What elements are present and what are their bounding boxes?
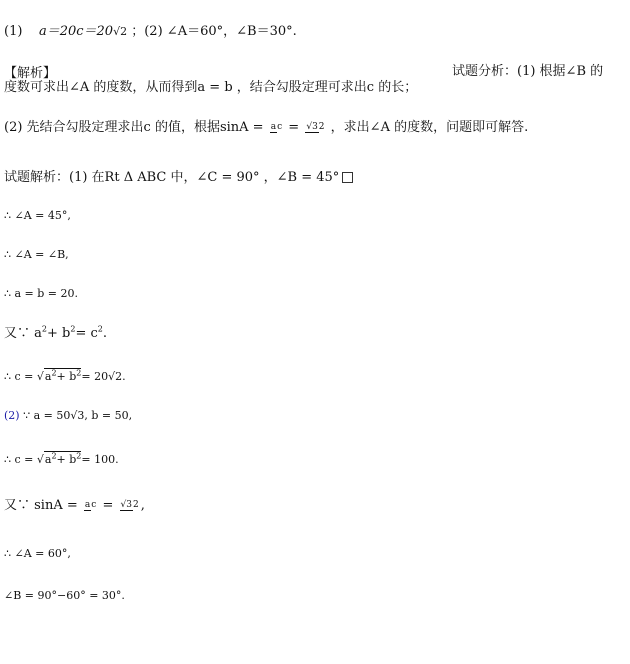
fraction-sqrt3-over-2: √32 [306, 121, 325, 132]
step-8-post: , [140, 498, 145, 513]
analysis-line2: 度数可求出∠A 的度数，从而得到a = b ，结合勾股定理可求出c 的长； [4, 80, 418, 95]
answer-comma: ， [223, 24, 237, 39]
step-8-fraction-a-over-c: ac [84, 499, 97, 510]
step-4-exp2: 2 [70, 324, 76, 334]
answer-sqrt2: √2 [113, 25, 128, 38]
box-icon [342, 172, 353, 183]
step-5 [4, 368, 126, 385]
analysis-line3-eq: = [288, 120, 300, 135]
step-2: ∴ ∠A = ∠B, [4, 248, 69, 261]
step-6 [4, 408, 132, 424]
fraction-a-over-c: ac [270, 121, 283, 132]
answer-angle-a: ∠A＝60° [166, 24, 224, 39]
solution-title-text: 试题解析：(1) 在Rt Δ ABC 中，∠C = 90° ，∠B = 45° [4, 170, 340, 185]
step-6-body: ∵ a = 50√3, b = 50, [23, 409, 133, 422]
step-9: ∴ ∠A = 60°, [4, 547, 71, 560]
jiexi-label: 【解析】 [4, 66, 57, 81]
step-7-pre: ∴ c = √ [4, 453, 44, 466]
analysis-line3-post: ，求出∠A 的度数，问题即可解答. [330, 120, 529, 135]
analysis-line3-pre: (2) 先结合勾股定理求出c 的值，根据sinA = [4, 120, 264, 135]
answer-c: c＝20 [76, 24, 114, 39]
step-8-eq: = [102, 498, 114, 513]
step-4-post: . [102, 326, 107, 341]
step-7 [4, 451, 119, 468]
step-5-post: = 20√2. [81, 370, 126, 383]
answer-line [4, 24, 297, 40]
answer-sep: ；(2) [131, 24, 163, 39]
answer-angle-b: ∠B＝30°. [236, 24, 297, 39]
answer-p1: (1) [4, 24, 23, 39]
step-4-mid: + b [46, 326, 71, 341]
step-8-fraction-sqrt3-over-2: √32 [120, 499, 139, 510]
step-5-pre: ∴ c = √ [4, 370, 44, 383]
step-8 [4, 498, 145, 514]
step-5-radicand: $a^2+ b^2$ [44, 368, 82, 383]
step-1: ∴ ∠A = 45°, [4, 209, 71, 222]
answer-a: a＝20 [38, 24, 77, 39]
step-7-post: = 100. [81, 453, 119, 466]
step-6-label: (2) [4, 409, 20, 422]
step-4 [4, 326, 107, 342]
analysis-title: 试题分析：(1) 根据∠B 的 [452, 64, 604, 79]
analysis-line3 [4, 120, 528, 136]
step-4-exp1: 2 [41, 324, 47, 334]
step-10: ∠B = 90°−60° = 30°. [4, 589, 125, 602]
step-4-mid2: = c [75, 326, 98, 341]
step-4-exp3: 2 [97, 324, 103, 334]
step-4-pre: 又∵ a [4, 326, 42, 341]
step-7-radicand: $a^2+ b^2$ [44, 451, 82, 466]
step-8-pre: 又∵ sinA = [4, 498, 78, 513]
step-3: ∴ a = b = 20. [4, 287, 79, 300]
solution-title [4, 170, 353, 186]
